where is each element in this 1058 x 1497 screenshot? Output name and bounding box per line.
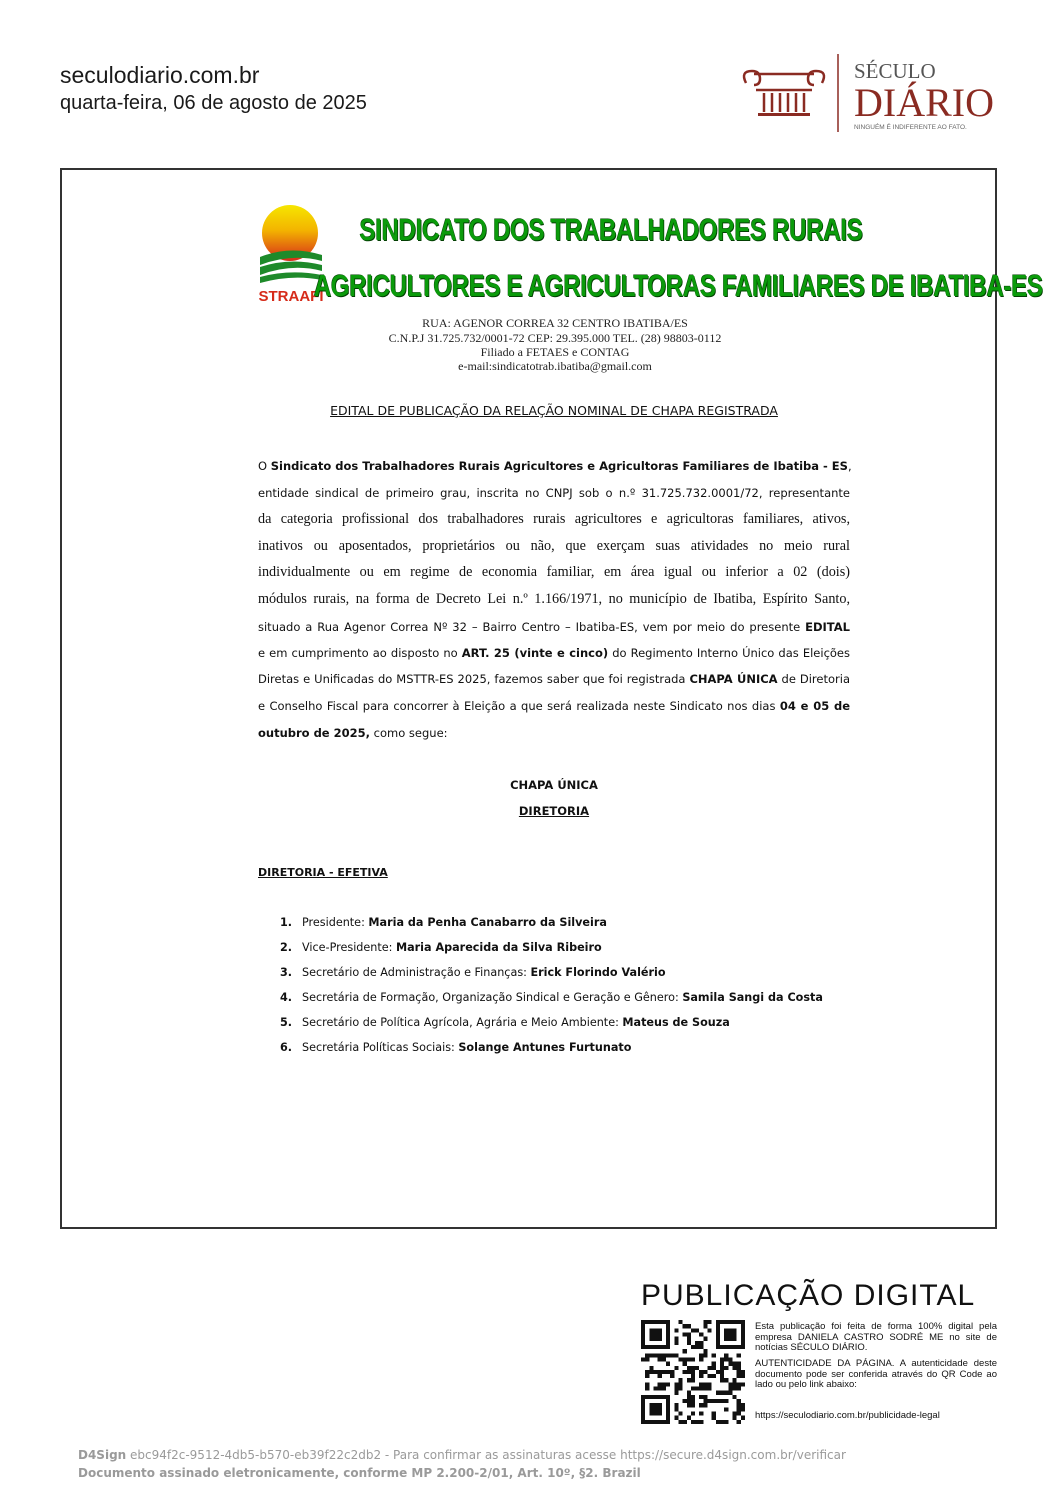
union-title-line-2: AGRICULTORES E AGRICULTORAS FAMILIARES DE IBATIBA-ES xyxy=(313,268,1043,303)
paragraph-line-3: da categoria profissional dos trabalhadores rurais agricultores e agricultoras familiares, ativos, xyxy=(258,511,850,527)
qr-code-icon[interactable] xyxy=(641,1320,745,1424)
union-address: RUA: AGENOR CORREA 32 CENTRO IBATIBA/ES xyxy=(422,316,688,330)
paragraph-line-5: individualmente ou em regime de economia familiar, em área igual ou inferior a 02 (dois) xyxy=(258,564,850,580)
publication-description: Esta publicação foi feita de forma 100% digital pela empresa DANIELA CASTRO SODRÉ ME no site de notícias SÉCULO DIÁRIO. xyxy=(755,1321,997,1354)
paragraph-line-10: e Conselho Fiscal para concorrer à Eleição a que será realizada neste Sindicato nos dias 04 e 05 de xyxy=(258,699,850,713)
logo-tagline: NINGUÉM É INDIFERENTE AO FATO. xyxy=(854,124,967,131)
union-title-line-1: SINDICATO DOS TRABALHADORES RURAIS xyxy=(359,212,863,247)
column-icon xyxy=(744,71,824,112)
signature-info: D4Sign ebc94f2c-9512-4db5-b570-eb39f22c2db2 - Para confirmar as assinaturas acesse https://secure.d4sign.com.br/verificar xyxy=(78,1448,846,1462)
paragraph-line-11: outubro de 2025, como segue: xyxy=(258,726,448,740)
paragraph-line-9: Diretas e Unificadas do MSTTR-ES 2025, fazemos saber que foi registrada CHAPA ÚNICA de Diretoria xyxy=(258,672,850,686)
logo-word-diario: DIÁRIO xyxy=(854,80,994,125)
list-item: 4. Secretária de Formação, Organização Sindical e Geração e Gênero: Samila Sangi da Costa xyxy=(280,991,823,1004)
logo-word-seculo: SÉCULO xyxy=(854,59,936,83)
signature-legal-note: Documento assinado eletronicamente, conforme MP 2.200-2/01, Art. 10º, §2. Brazil xyxy=(78,1466,641,1480)
list-item: 3. Secretário de Administração e Finanças: Erick Florindo Valério xyxy=(280,966,666,979)
paragraph-line-7: situado a Rua Agenor Correa Nº 32 – Bairro Centro – Ibatiba-ES, vem por meio do presente EDITAL xyxy=(258,620,850,634)
list-item: 5. Secretário de Política Agrícola, Agrária e Meio Ambiente: Mateus de Souza xyxy=(280,1016,730,1029)
site-url: seculodiario.com.br xyxy=(60,62,260,88)
union-affiliation: Filiado a FETAES e CONTAG xyxy=(480,345,630,359)
diretoria-heading: DIRETORIA xyxy=(518,804,590,818)
column-base xyxy=(758,113,810,116)
publication-date: quarta-feira, 06 de agosto de 2025 xyxy=(60,92,367,114)
field-stripe-3 xyxy=(260,272,322,283)
section-heading: DIRETORIA - EFETIVA xyxy=(258,866,388,879)
paragraph-line-4: inativos ou aposentados, proprietários ou não, que exerçam suas atividades no meio rural xyxy=(258,538,850,554)
list-item: 6. Secretária Políticas Sociais: Solange Antunes Furtunato xyxy=(280,1041,632,1054)
edital-title: EDITAL DE PUBLICAÇÃO DA RELAÇÃO NOMINAL DE CHAPA REGISTRADA xyxy=(330,403,778,418)
list-item: 1. Presidente: Maria da Penha Canabarro da Silveira xyxy=(280,916,607,929)
publication-link[interactable]: https://seculodiario.com.br/publicidade-legal xyxy=(755,1410,940,1421)
list-item: 2. Vice-Presidente: Maria Aparecida da Silva Ribeiro xyxy=(280,941,602,954)
union-cnpj: C.N.P.J 31.725.732/0001-72 CEP: 29.395.000 TEL. (28) 98803-0112 xyxy=(388,331,722,345)
straafi-text: STRAAFI xyxy=(258,288,324,305)
publication-title: PUBLICAÇÃO DIGITAL xyxy=(641,1279,976,1312)
chapa-heading: CHAPA ÚNICA xyxy=(510,778,598,792)
paragraph-line-6: módulos rurais, na forma de Decreto Lei n.º 1.166/1971, no município de Ibatiba, Espírito Santo, xyxy=(258,591,850,607)
paragraph-line-1: O Sindicato dos Trabalhadores Rurais Agricultores e Agricultoras Familiares de Ibatiba - ES, xyxy=(258,459,852,473)
authenticity-note: AUTENTICIDADE DA PÁGINA. A autenticidade deste documento pode ser conferida através do QR Code ao lado ou pelo link abaixo: xyxy=(755,1358,997,1391)
seculo-diario-logo xyxy=(734,50,1004,136)
union-email: e-mail:sindicatotrab.ibatiba@gmail.com xyxy=(458,359,652,373)
paragraph-line-8: e em cumprimento ao disposto no ART. 25 (vinte e cinco) do Regimento Interno Único das Eleições xyxy=(258,646,850,660)
paragraph-line-2: entidade sindical de primeiro grau, inscrita no CNPJ sob o n.º 31.725.732.0001/72, representante xyxy=(258,486,850,500)
